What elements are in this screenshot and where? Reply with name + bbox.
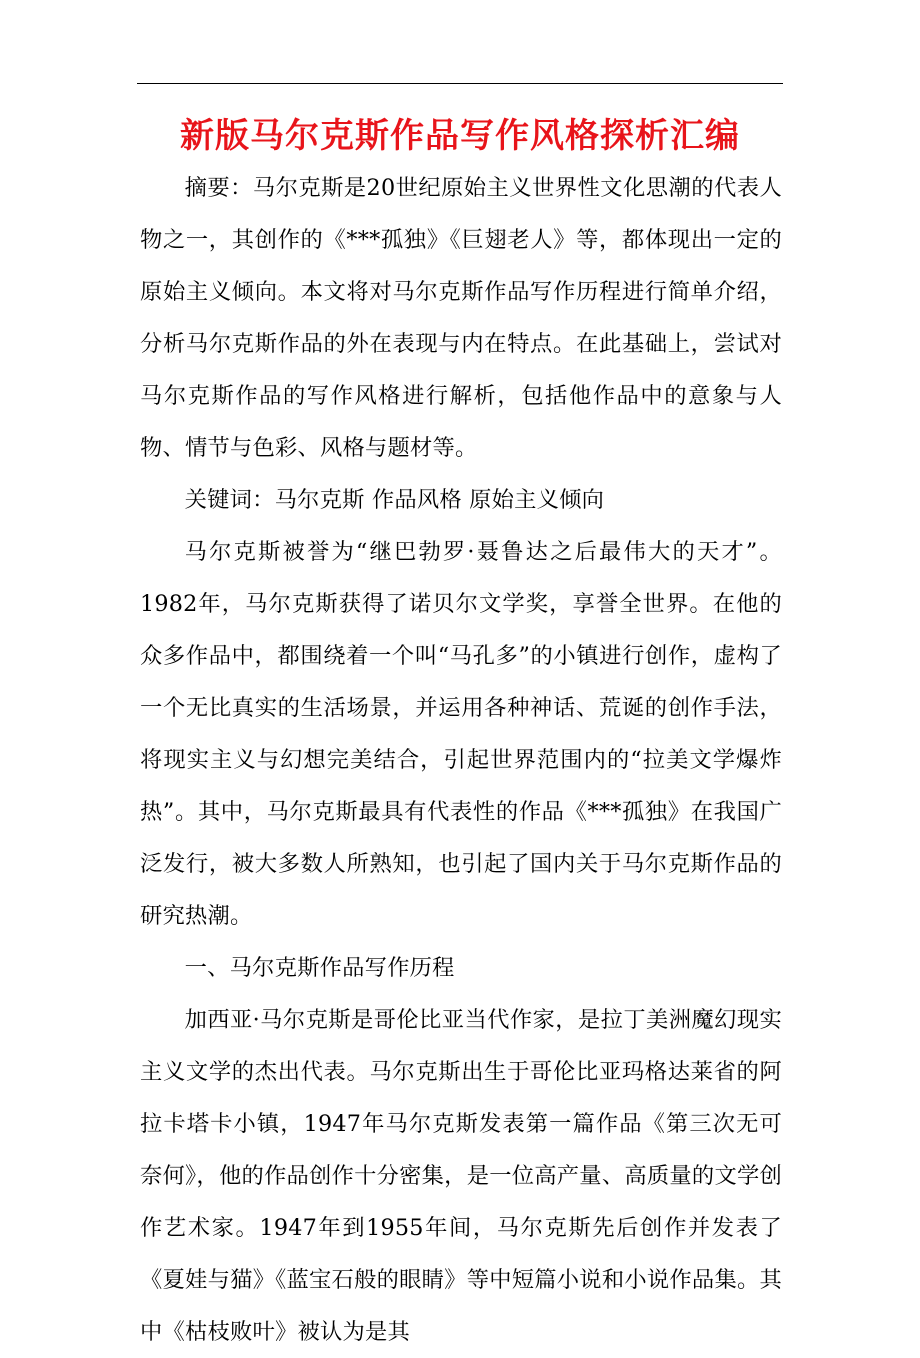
document-body xyxy=(140,162,782,1358)
header-rule xyxy=(137,83,783,84)
keywords-paragraph: 关键词：马尔克斯 作品风格 原始主义倾向 xyxy=(184,487,605,513)
abstract-paragraph: 摘要：马尔克斯是20世纪原始主义世界性文化思潮的代表人物之一，其创作的《***孤独》《巨翅老人》等，都体现出一定的原始主义倾向。本文将对马尔克斯作品写作历程进行简单介绍，分析马尔克斯作品的外在表现与内在特点。在此基础上，尝试对马尔克斯作品的写作风格进行解析，包括他作品中的意象与人物、情节与色彩、风格与题材等。 xyxy=(140,175,782,461)
intro-paragraph: 马尔克斯被誉为“继巴勃罗·聂鲁达之后最伟大的天才”。1982年，马尔克斯获得了诺贝尔文学奖，享誉全世界。在他的众多作品中，都围绕着一个叫“马孔多”的小镇进行创作，虚构了一个无比真实的生活场景，并运用各种神话、荒诞的创作手法，将现实主义与幻想完美结合，引起世界范围内的“拉美文学爆炸热”。其中，马尔克斯最具有代表性的作品《***孤独》在我国广泛发行，被大多数人所熟知，也引起了国内关于马尔克斯作品的研究热潮。 xyxy=(140,539,782,929)
document-title: 新版马尔克斯作品写作风格探析汇编 xyxy=(180,116,740,156)
body-paragraph: 加西亚·马尔克斯是哥伦比亚当代作家，是拉丁美洲魔幻现实主义文学的杰出代表。马尔克斯出生于哥伦比亚玛格达莱省的阿拉卡塔卡小镇，1947年马尔克斯发表第一篇作品《第三次无可奈何》，他的作品创作十分密集，是一位高产量、高质量的文学创作艺术家。1947年到1955年间，马尔克斯先后创作并发表了《夏娃与猫》《蓝宝石般的眼睛》等中短篇小说和小说作品集。其中《枯枝败叶》被认为是其 xyxy=(140,1007,782,1345)
section-heading: 一、马尔克斯作品写作历程 xyxy=(184,955,455,981)
